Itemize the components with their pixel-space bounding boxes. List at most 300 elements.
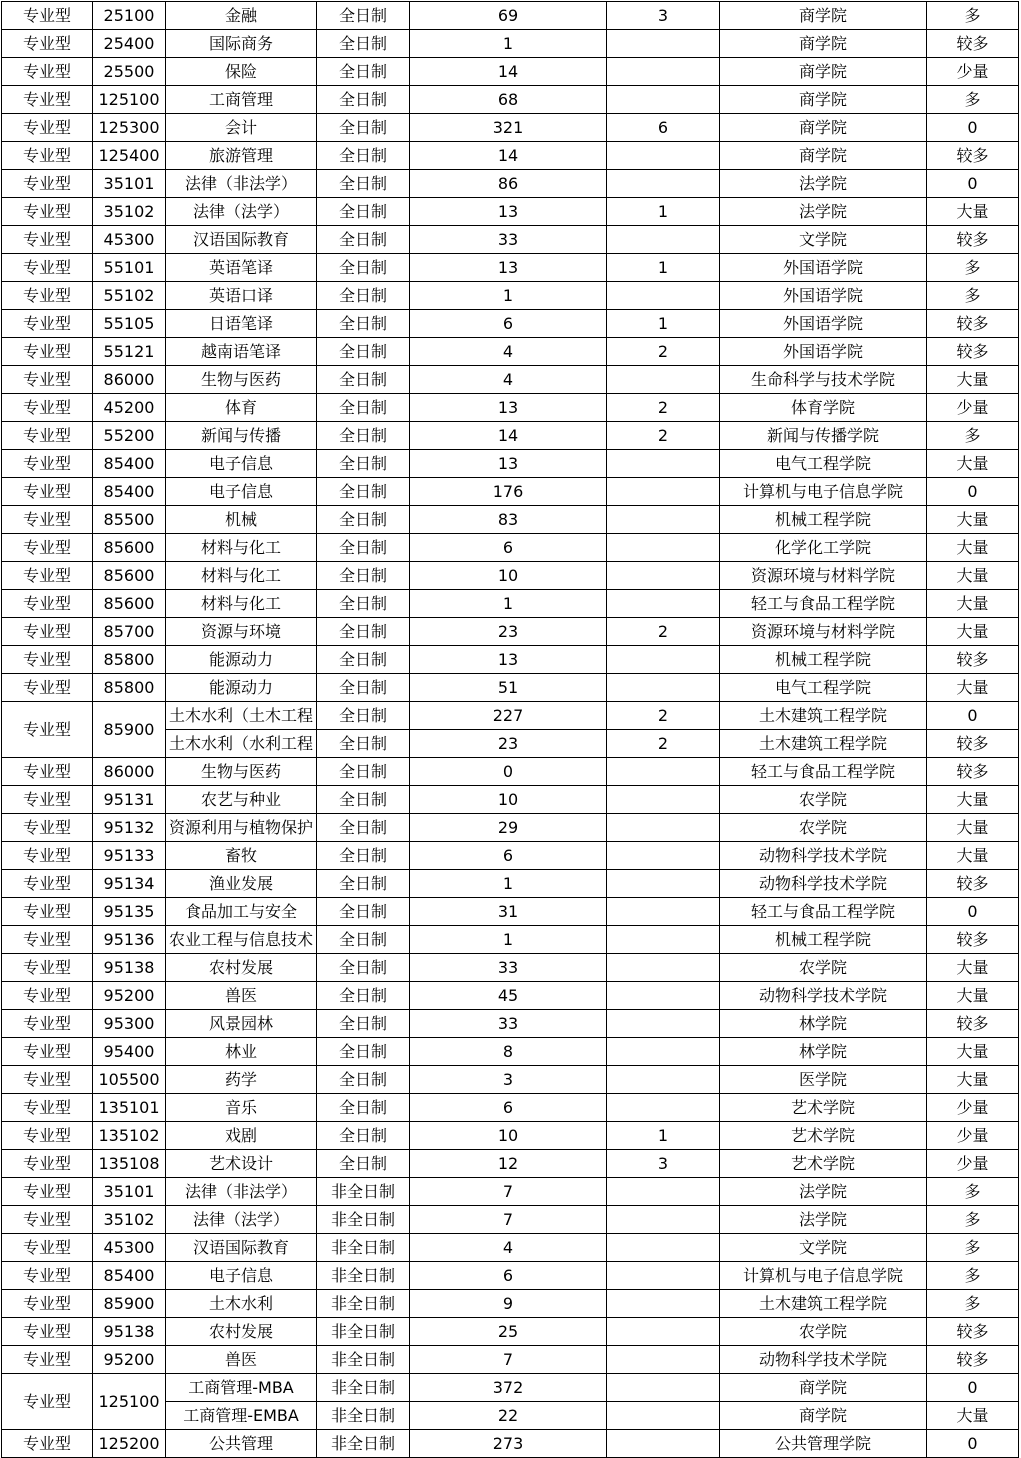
college-cell: 艺术学院	[720, 1122, 927, 1150]
college-cell: 农学院	[720, 814, 927, 842]
study-mode-cell: 全日制	[317, 86, 410, 114]
adjustment-cell: 大量	[927, 618, 1019, 646]
college-cell: 生命科学与技术学院	[720, 366, 927, 394]
study-mode-cell: 全日制	[317, 310, 410, 338]
table-row	[2, 282, 1019, 310]
enrollment-count-cell: 10	[410, 786, 607, 814]
adjustment-cell: 大量	[927, 982, 1019, 1010]
degree-type-cell: 专业型	[2, 534, 93, 562]
major-name-cell: 汉语国际教育	[166, 226, 317, 254]
adjustment-cell: 大量	[927, 534, 1019, 562]
major-name-cell: 林业	[166, 1038, 317, 1066]
degree-type-cell: 专业型	[2, 170, 93, 198]
major-code-cell: 85600	[93, 534, 166, 562]
adjustment-cell: 较多	[927, 1010, 1019, 1038]
degree-type-cell: 专业型	[2, 1234, 93, 1262]
adjustment-cell: 0	[927, 478, 1019, 506]
major-code-cell: 55121	[93, 338, 166, 366]
exempt-count-cell	[607, 506, 720, 534]
study-mode-cell: 全日制	[317, 282, 410, 310]
exempt-count-cell	[607, 674, 720, 702]
college-cell: 资源环境与材料学院	[720, 618, 927, 646]
adjustment-cell: 0	[927, 702, 1019, 730]
adjustment-cell: 多	[927, 1290, 1019, 1318]
degree-type-cell: 专业型	[2, 30, 93, 58]
table-row	[2, 198, 1019, 226]
college-cell: 法学院	[720, 1206, 927, 1234]
major-name-cell: 农艺与种业	[166, 786, 317, 814]
major-name-cell: 生物与医药	[166, 366, 317, 394]
major-name-cell: 生物与医药	[166, 758, 317, 786]
enrollment-count-cell: 4	[410, 338, 607, 366]
table-row	[2, 58, 1019, 86]
college-cell: 商学院	[720, 114, 927, 142]
major-code-cell: 35101	[93, 170, 166, 198]
degree-type-cell: 专业型	[2, 254, 93, 282]
major-code-cell: 55101	[93, 254, 166, 282]
college-cell: 商学院	[720, 86, 927, 114]
exempt-count-cell	[607, 478, 720, 506]
table-row	[2, 590, 1019, 618]
college-cell: 商学院	[720, 142, 927, 170]
exempt-count-cell: 2	[607, 338, 720, 366]
degree-type-cell: 专业型	[2, 366, 93, 394]
adjustment-cell: 多	[927, 2, 1019, 30]
college-cell: 商学院	[720, 2, 927, 30]
enrollment-count-cell: 29	[410, 814, 607, 842]
study-mode-cell: 全日制	[317, 142, 410, 170]
exempt-count-cell	[607, 646, 720, 674]
enrollment-count-cell: 13	[410, 254, 607, 282]
major-code-cell: 86000	[93, 758, 166, 786]
college-cell: 动物科学技术学院	[720, 1346, 927, 1374]
college-cell: 体育学院	[720, 394, 927, 422]
study-mode-cell: 全日制	[317, 2, 410, 30]
exempt-count-cell	[607, 1038, 720, 1066]
exempt-count-cell	[607, 1318, 720, 1346]
exempt-count-cell: 1	[607, 310, 720, 338]
college-cell: 农学院	[720, 786, 927, 814]
enrollment-count-cell: 227	[410, 702, 607, 730]
table-row	[2, 1290, 1019, 1318]
college-cell: 动物科学技术学院	[720, 870, 927, 898]
exempt-count-cell: 1	[607, 198, 720, 226]
major-code-cell: 85600	[93, 562, 166, 590]
college-cell: 机械工程学院	[720, 506, 927, 534]
major-name-cell: 会计	[166, 114, 317, 142]
college-cell: 文学院	[720, 226, 927, 254]
major-code-cell: 125100	[93, 1374, 166, 1430]
major-name-cell: 材料与化工	[166, 590, 317, 618]
major-name-cell: 渔业发展	[166, 870, 317, 898]
exempt-count-cell	[607, 534, 720, 562]
adjustment-cell: 多	[927, 1178, 1019, 1206]
major-name-cell: 保险	[166, 58, 317, 86]
adjustment-cell: 0	[927, 1430, 1019, 1458]
exempt-count-cell: 1	[607, 254, 720, 282]
enrollment-count-cell: 273	[410, 1430, 607, 1458]
major-name-cell: 农村发展	[166, 954, 317, 982]
adjustment-cell: 大量	[927, 1402, 1019, 1430]
major-name-cell: 工商管理-EMBA	[166, 1402, 317, 1430]
degree-type-cell: 专业型	[2, 450, 93, 478]
table-row	[2, 814, 1019, 842]
degree-type-cell: 专业型	[2, 422, 93, 450]
adjustment-cell: 大量	[927, 954, 1019, 982]
study-mode-cell: 全日制	[317, 814, 410, 842]
study-mode-cell: 全日制	[317, 226, 410, 254]
college-cell: 土木建筑工程学院	[720, 730, 927, 758]
degree-type-cell: 专业型	[2, 394, 93, 422]
major-code-cell: 25400	[93, 30, 166, 58]
exempt-count-cell	[607, 1402, 720, 1430]
exempt-count-cell	[607, 590, 720, 618]
degree-type-cell: 专业型	[2, 142, 93, 170]
major-name-cell: 汉语国际教育	[166, 1234, 317, 1262]
study-mode-cell: 全日制	[317, 674, 410, 702]
adjustment-cell: 多	[927, 254, 1019, 282]
table-row	[2, 450, 1019, 478]
college-cell: 法学院	[720, 198, 927, 226]
degree-type-cell: 专业型	[2, 478, 93, 506]
adjustment-cell: 0	[927, 898, 1019, 926]
study-mode-cell: 全日制	[317, 58, 410, 86]
major-name-cell: 资源与环境	[166, 618, 317, 646]
study-mode-cell: 全日制	[317, 870, 410, 898]
exempt-count-cell	[607, 226, 720, 254]
degree-type-cell: 专业型	[2, 1038, 93, 1066]
major-name-cell: 能源动力	[166, 646, 317, 674]
enrollment-count-cell: 1	[410, 282, 607, 310]
adjustment-cell: 大量	[927, 842, 1019, 870]
major-name-cell: 药学	[166, 1066, 317, 1094]
enrollment-count-cell: 69	[410, 2, 607, 30]
table-row	[2, 254, 1019, 282]
college-cell: 外国语学院	[720, 310, 927, 338]
degree-type-cell: 专业型	[2, 1178, 93, 1206]
college-cell: 动物科学技术学院	[720, 842, 927, 870]
enrollment-count-cell: 13	[410, 450, 607, 478]
enrollment-count-cell: 6	[410, 310, 607, 338]
study-mode-cell: 非全日制	[317, 1346, 410, 1374]
exempt-count-cell: 6	[607, 114, 720, 142]
major-name-cell: 公共管理	[166, 1430, 317, 1458]
adjustment-cell: 少量	[927, 58, 1019, 86]
study-mode-cell: 全日制	[317, 926, 410, 954]
college-cell: 电气工程学院	[720, 450, 927, 478]
major-name-cell: 音乐	[166, 1094, 317, 1122]
degree-type-cell: 专业型	[2, 1262, 93, 1290]
major-name-cell: 资源利用与植物保护	[166, 814, 317, 842]
study-mode-cell: 全日制	[317, 982, 410, 1010]
exempt-count-cell	[607, 814, 720, 842]
major-code-cell: 85400	[93, 450, 166, 478]
exempt-count-cell	[607, 562, 720, 590]
major-name-cell: 电子信息	[166, 1262, 317, 1290]
degree-type-cell: 专业型	[2, 226, 93, 254]
major-code-cell: 95131	[93, 786, 166, 814]
adjustment-cell: 多	[927, 1234, 1019, 1262]
degree-type-cell: 专业型	[2, 1374, 93, 1430]
adjustment-cell: 大量	[927, 450, 1019, 478]
college-cell: 外国语学院	[720, 338, 927, 366]
degree-type-cell: 专业型	[2, 1346, 93, 1374]
degree-type-cell: 专业型	[2, 898, 93, 926]
enrollment-count-cell: 6	[410, 1094, 607, 1122]
adjustment-cell: 多	[927, 86, 1019, 114]
enrollment-count-cell: 321	[410, 114, 607, 142]
study-mode-cell: 全日制	[317, 338, 410, 366]
exempt-count-cell	[607, 142, 720, 170]
major-code-cell: 95200	[93, 1346, 166, 1374]
table-row	[2, 338, 1019, 366]
exempt-count-cell: 3	[607, 1150, 720, 1178]
exempt-count-cell	[607, 282, 720, 310]
major-name-cell: 工商管理-MBA	[166, 1374, 317, 1402]
exempt-count-cell	[607, 786, 720, 814]
table-row	[2, 1178, 1019, 1206]
adjustment-cell: 大量	[927, 814, 1019, 842]
exempt-count-cell	[607, 1430, 720, 1458]
major-name-cell: 英语笔译	[166, 254, 317, 282]
major-code-cell: 45200	[93, 394, 166, 422]
exempt-count-cell	[607, 1262, 720, 1290]
exempt-count-cell: 1	[607, 1122, 720, 1150]
major-code-cell: 125100	[93, 86, 166, 114]
study-mode-cell: 全日制	[317, 422, 410, 450]
major-name-cell: 法律（非法学）	[166, 1178, 317, 1206]
admissions-table	[1, 1, 1019, 1458]
table-row	[2, 1318, 1019, 1346]
degree-type-cell: 专业型	[2, 310, 93, 338]
adjustment-cell: 大量	[927, 1038, 1019, 1066]
exempt-count-cell	[607, 1066, 720, 1094]
major-name-cell: 英语口译	[166, 282, 317, 310]
study-mode-cell: 非全日制	[317, 1430, 410, 1458]
exempt-count-cell	[607, 898, 720, 926]
exempt-count-cell	[607, 842, 720, 870]
college-cell: 商学院	[720, 1402, 927, 1430]
adjustment-cell: 较多	[927, 1318, 1019, 1346]
major-name-cell: 材料与化工	[166, 534, 317, 562]
college-cell: 文学院	[720, 1234, 927, 1262]
degree-type-cell: 专业型	[2, 506, 93, 534]
major-code-cell: 105500	[93, 1066, 166, 1094]
exempt-count-cell: 2	[607, 618, 720, 646]
college-cell: 林学院	[720, 1038, 927, 1066]
adjustment-cell: 大量	[927, 786, 1019, 814]
table-row	[2, 954, 1019, 982]
table-row	[2, 170, 1019, 198]
major-name-cell: 工商管理	[166, 86, 317, 114]
major-code-cell: 95400	[93, 1038, 166, 1066]
study-mode-cell: 全日制	[317, 562, 410, 590]
major-code-cell: 55102	[93, 282, 166, 310]
major-name-cell: 日语笔译	[166, 310, 317, 338]
major-name-cell: 土木水利	[166, 1290, 317, 1318]
exempt-count-cell	[607, 758, 720, 786]
college-cell: 计算机与电子信息学院	[720, 478, 927, 506]
major-name-cell: 农业工程与信息技术	[166, 926, 317, 954]
degree-type-cell: 专业型	[2, 2, 93, 30]
enrollment-count-cell: 1	[410, 590, 607, 618]
exempt-count-cell	[607, 1374, 720, 1402]
exempt-count-cell: 2	[607, 394, 720, 422]
study-mode-cell: 非全日制	[317, 1178, 410, 1206]
adjustment-cell: 较多	[927, 310, 1019, 338]
table-row	[2, 702, 1019, 730]
table-row	[2, 114, 1019, 142]
enrollment-count-cell: 51	[410, 674, 607, 702]
study-mode-cell: 全日制	[317, 1038, 410, 1066]
college-cell: 轻工与食品工程学院	[720, 898, 927, 926]
table-row	[2, 142, 1019, 170]
table-row	[2, 898, 1019, 926]
enrollment-count-cell: 6	[410, 534, 607, 562]
adjustment-cell: 少量	[927, 1150, 1019, 1178]
major-code-cell: 85700	[93, 618, 166, 646]
enrollment-count-cell: 7	[410, 1346, 607, 1374]
degree-type-cell: 专业型	[2, 674, 93, 702]
study-mode-cell: 全日制	[317, 450, 410, 478]
table-row	[2, 926, 1019, 954]
major-name-cell: 法律（法学）	[166, 198, 317, 226]
enrollment-count-cell: 13	[410, 198, 607, 226]
table-row	[2, 786, 1019, 814]
enrollment-count-cell: 10	[410, 1122, 607, 1150]
degree-type-cell: 专业型	[2, 58, 93, 86]
degree-type-cell: 专业型	[2, 1206, 93, 1234]
study-mode-cell: 全日制	[317, 366, 410, 394]
exempt-count-cell: 2	[607, 730, 720, 758]
exempt-count-cell	[607, 1206, 720, 1234]
major-code-cell: 125200	[93, 1430, 166, 1458]
major-code-cell: 95133	[93, 842, 166, 870]
major-code-cell: 95300	[93, 1010, 166, 1038]
study-mode-cell: 非全日制	[317, 1318, 410, 1346]
table-row	[2, 1122, 1019, 1150]
major-code-cell: 85900	[93, 702, 166, 758]
study-mode-cell: 全日制	[317, 534, 410, 562]
exempt-count-cell	[607, 982, 720, 1010]
major-code-cell: 95135	[93, 898, 166, 926]
degree-type-cell: 专业型	[2, 1094, 93, 1122]
table-row	[2, 646, 1019, 674]
major-name-cell: 国际商务	[166, 30, 317, 58]
degree-type-cell: 专业型	[2, 1122, 93, 1150]
adjustment-cell: 较多	[927, 1346, 1019, 1374]
exempt-count-cell	[607, 1010, 720, 1038]
degree-type-cell: 专业型	[2, 1290, 93, 1318]
major-name-cell: 食品加工与安全	[166, 898, 317, 926]
major-name-cell: 土木水利（水利工程	[166, 730, 317, 758]
major-name-cell: 法律（法学）	[166, 1206, 317, 1234]
exempt-count-cell: 2	[607, 422, 720, 450]
degree-type-cell: 专业型	[2, 926, 93, 954]
major-code-cell: 95136	[93, 926, 166, 954]
college-cell: 新闻与传播学院	[720, 422, 927, 450]
major-code-cell: 55105	[93, 310, 166, 338]
enrollment-count-cell: 1	[410, 30, 607, 58]
table-row	[2, 30, 1019, 58]
college-cell: 林学院	[720, 1010, 927, 1038]
enrollment-count-cell: 6	[410, 1262, 607, 1290]
enrollment-count-cell: 372	[410, 1374, 607, 1402]
college-cell: 机械工程学院	[720, 926, 927, 954]
degree-type-cell: 专业型	[2, 1010, 93, 1038]
degree-type-cell: 专业型	[2, 646, 93, 674]
study-mode-cell: 非全日制	[317, 1290, 410, 1318]
adjustment-cell: 大量	[927, 674, 1019, 702]
exempt-count-cell	[607, 1290, 720, 1318]
major-name-cell: 风景园林	[166, 1010, 317, 1038]
major-code-cell: 86000	[93, 366, 166, 394]
study-mode-cell: 全日制	[317, 30, 410, 58]
degree-type-cell: 专业型	[2, 786, 93, 814]
major-code-cell: 85500	[93, 506, 166, 534]
degree-type-cell: 专业型	[2, 954, 93, 982]
degree-type-cell: 专业型	[2, 702, 93, 758]
major-code-cell: 25100	[93, 2, 166, 30]
table-row	[2, 1206, 1019, 1234]
exempt-count-cell	[607, 926, 720, 954]
exempt-count-cell	[607, 366, 720, 394]
study-mode-cell: 全日制	[317, 1122, 410, 1150]
table-row	[2, 422, 1019, 450]
table-row	[2, 870, 1019, 898]
major-code-cell: 85400	[93, 1262, 166, 1290]
enrollment-count-cell: 31	[410, 898, 607, 926]
study-mode-cell: 全日制	[317, 254, 410, 282]
study-mode-cell: 非全日制	[317, 1234, 410, 1262]
major-code-cell: 125400	[93, 142, 166, 170]
degree-type-cell: 专业型	[2, 86, 93, 114]
enrollment-count-cell: 23	[410, 730, 607, 758]
enrollment-count-cell: 25	[410, 1318, 607, 1346]
major-code-cell: 95200	[93, 982, 166, 1010]
table-row	[2, 842, 1019, 870]
enrollment-count-cell: 14	[410, 58, 607, 86]
college-cell: 商学院	[720, 1374, 927, 1402]
exempt-count-cell: 2	[607, 702, 720, 730]
adjustment-cell: 较多	[927, 226, 1019, 254]
adjustment-cell: 多	[927, 282, 1019, 310]
adjustment-cell: 0	[927, 170, 1019, 198]
degree-type-cell: 专业型	[2, 338, 93, 366]
major-code-cell: 35102	[93, 1206, 166, 1234]
major-name-cell: 戏剧	[166, 1122, 317, 1150]
adjustment-cell: 0	[927, 114, 1019, 142]
adjustment-cell: 大量	[927, 590, 1019, 618]
college-cell: 商学院	[720, 58, 927, 86]
college-cell: 动物科学技术学院	[720, 982, 927, 1010]
major-code-cell: 95132	[93, 814, 166, 842]
table-row	[2, 1234, 1019, 1262]
enrollment-count-cell: 0	[410, 758, 607, 786]
table-row	[2, 1430, 1019, 1458]
degree-type-cell: 专业型	[2, 842, 93, 870]
exempt-count-cell	[607, 450, 720, 478]
major-name-cell: 越南语笔译	[166, 338, 317, 366]
enrollment-count-cell: 13	[410, 394, 607, 422]
adjustment-cell: 多	[927, 422, 1019, 450]
major-code-cell: 125300	[93, 114, 166, 142]
major-name-cell: 艺术设计	[166, 1150, 317, 1178]
adjustment-cell: 少量	[927, 1094, 1019, 1122]
study-mode-cell: 全日制	[317, 646, 410, 674]
college-cell: 商学院	[720, 30, 927, 58]
study-mode-cell: 全日制	[317, 170, 410, 198]
